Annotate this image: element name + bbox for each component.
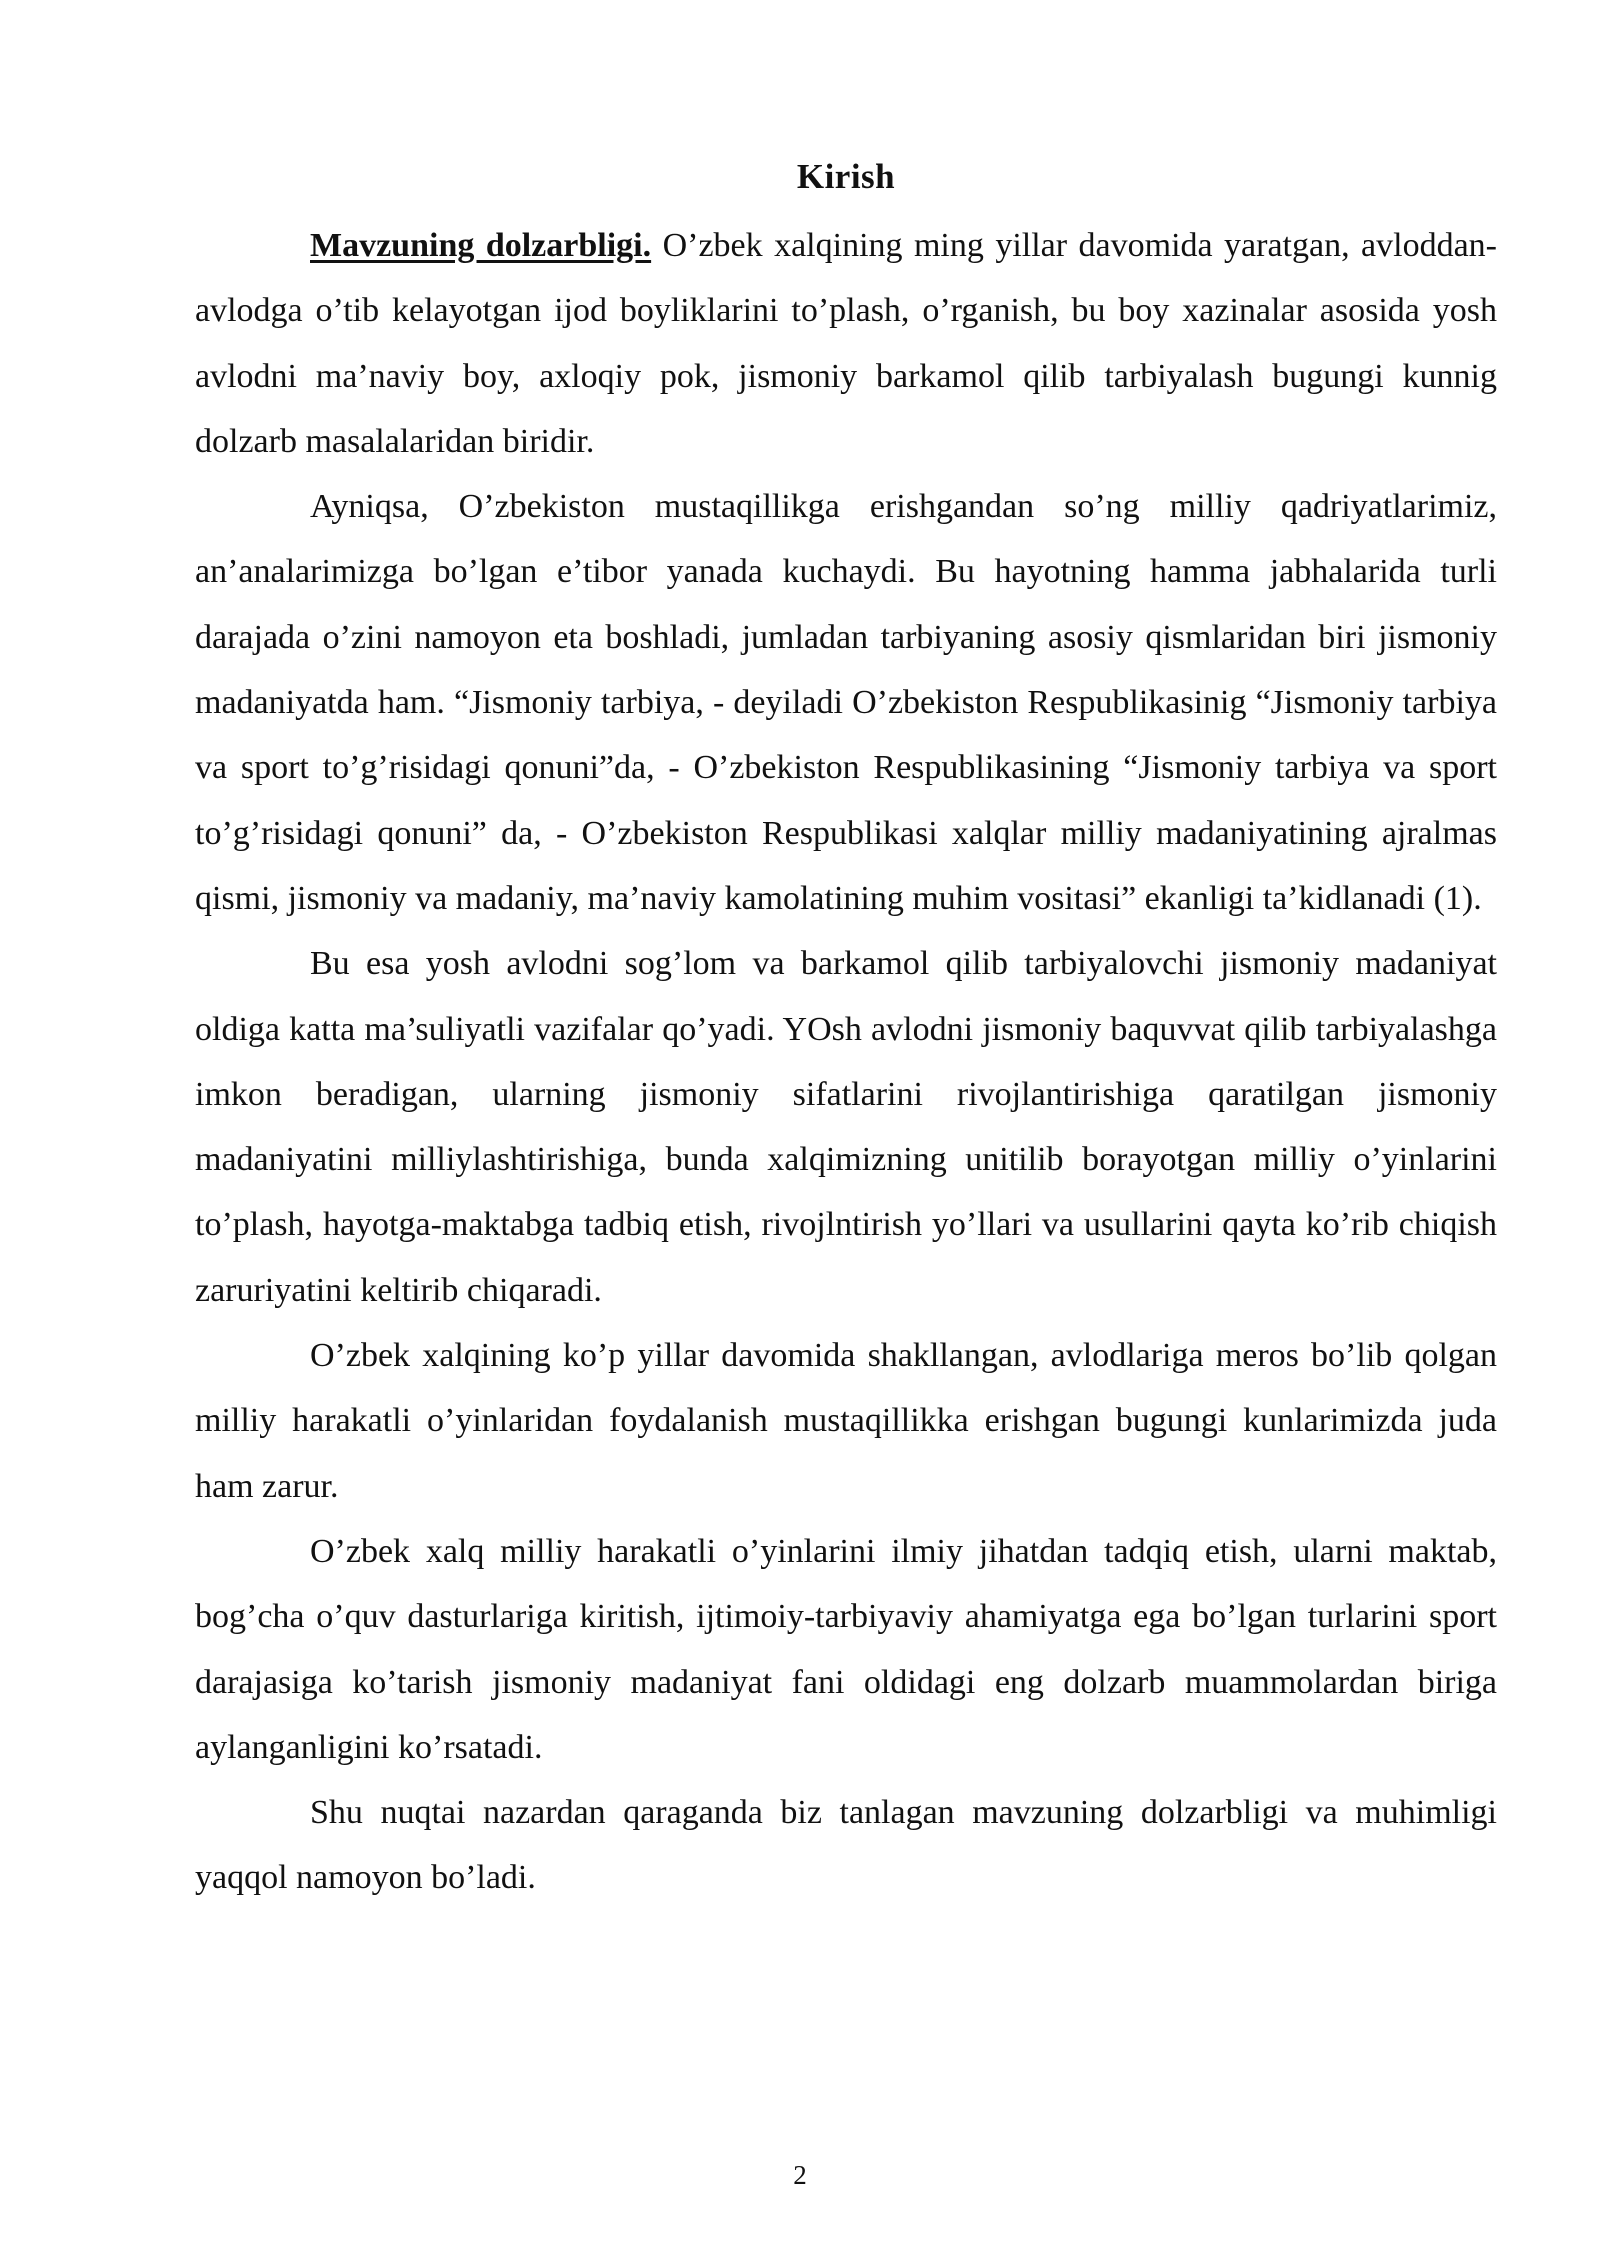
section-lead-heading: Mavzuning dolzarbligi. [310,227,652,264]
paragraph-text: O’zbek xalqining ming yillar davomida yaratgan, avloddan-avlodga o’tib kelayotgan ijod boyliklarini to’plash, o’rganish, bu boy xazinalar asosida yosh avlodni ma’naviy boy, axloqiy pok, jismoniy barkamol qilib tarbiyalash bugungi kunnig dolzarb masalalaridan biridir. [195,227,1498,460]
page-number: 2 [793,2160,807,2190]
paragraph: Bu esa yosh avlodni sog’lom va barkamol qilib tarbiyalovchi jismoniy madaniyat oldiga katta ma’suliyatli vazifalar qo’yadi. YOsh avlodni jismoniy baquvvat qilib tarbiyalashga imkon beradigan, ularning jismoniy sifatlarini rivojlantirishiga qaratilgan jismoniy madaniyatini milliylashtirishiga, bunda xalqimizning unitilib borayotgan milliy o’yinlarini to’plash, hayotga-maktabga tadbiq etish, rivojlntirish yo’llari va usullarini qayta ko’rib chiqish zaruriyatini keltirib chiqaradi. [195,945,1497,1309]
paragraph: Ayniqsa, O’zbekiston mustaqillikga erishgandan so’ng milliy qadriyatlarimiz, an’analarimizga bo’lgan e’tibor yanada kuchaydi. Bu hayotning hamma jabhalarida turli darajada o’zini namoyon eta boshladi, jumladan tarbiyaning asosiy qismlaridan biri jismoniy madaniyatda ham. “Jismoniy tarbiya, - deyiladi O’zbekiston Respublikasinig “Jismoniy tarbiya va sport to’g’risidagi qonuni”da, - O’zbekiston Respublikasining “Jismoniy tarbiya va sport to’g’risidagi qonuni” da, - O’zbekiston Respublikasi xalqlar milliy madaniyatining ajralmas qismi, jismoniy va madaniy, ma’naviy kamolatining muhim vositasi” ekanligi ta’kidlanadi (1). [195,488,1497,917]
paragraph: O’zbek xalqining ko’p yillar davomida shakllangan, avlodlariga meros bo’lib qolgan milliy harakatli o’yinlaridan foydalanish mustaqillikka erishgan bugungi kunlarimizda juda ham zarur. [195,1337,1497,1505]
page-content [195,148,1497,1911]
paragraph-relevance [195,213,1497,474]
paragraph: Shu nuqtai nazardan qaraganda biz tanlagan mavzuning dolzarbligi va muhimligi yaqqol namoyon bo’ladi. [195,1794,1497,1897]
paragraph: O’zbek xalq milliy harakatli o’yinlarini ilmiy jihatdan tadqiq etish, ularni maktab, bog’cha o’quv dasturlariga kiritish, ijtimoiy-tarbiyaviy ahamiyatga ega bo’lgan turlarini sport darajasiga ko’tarish jismoniy madaniyat fani oldidagi eng dolzarb muammolardan biriga aylanganligini ko’rsatadi. [195,1532,1497,1766]
page-title: Kirish [796,157,896,196]
